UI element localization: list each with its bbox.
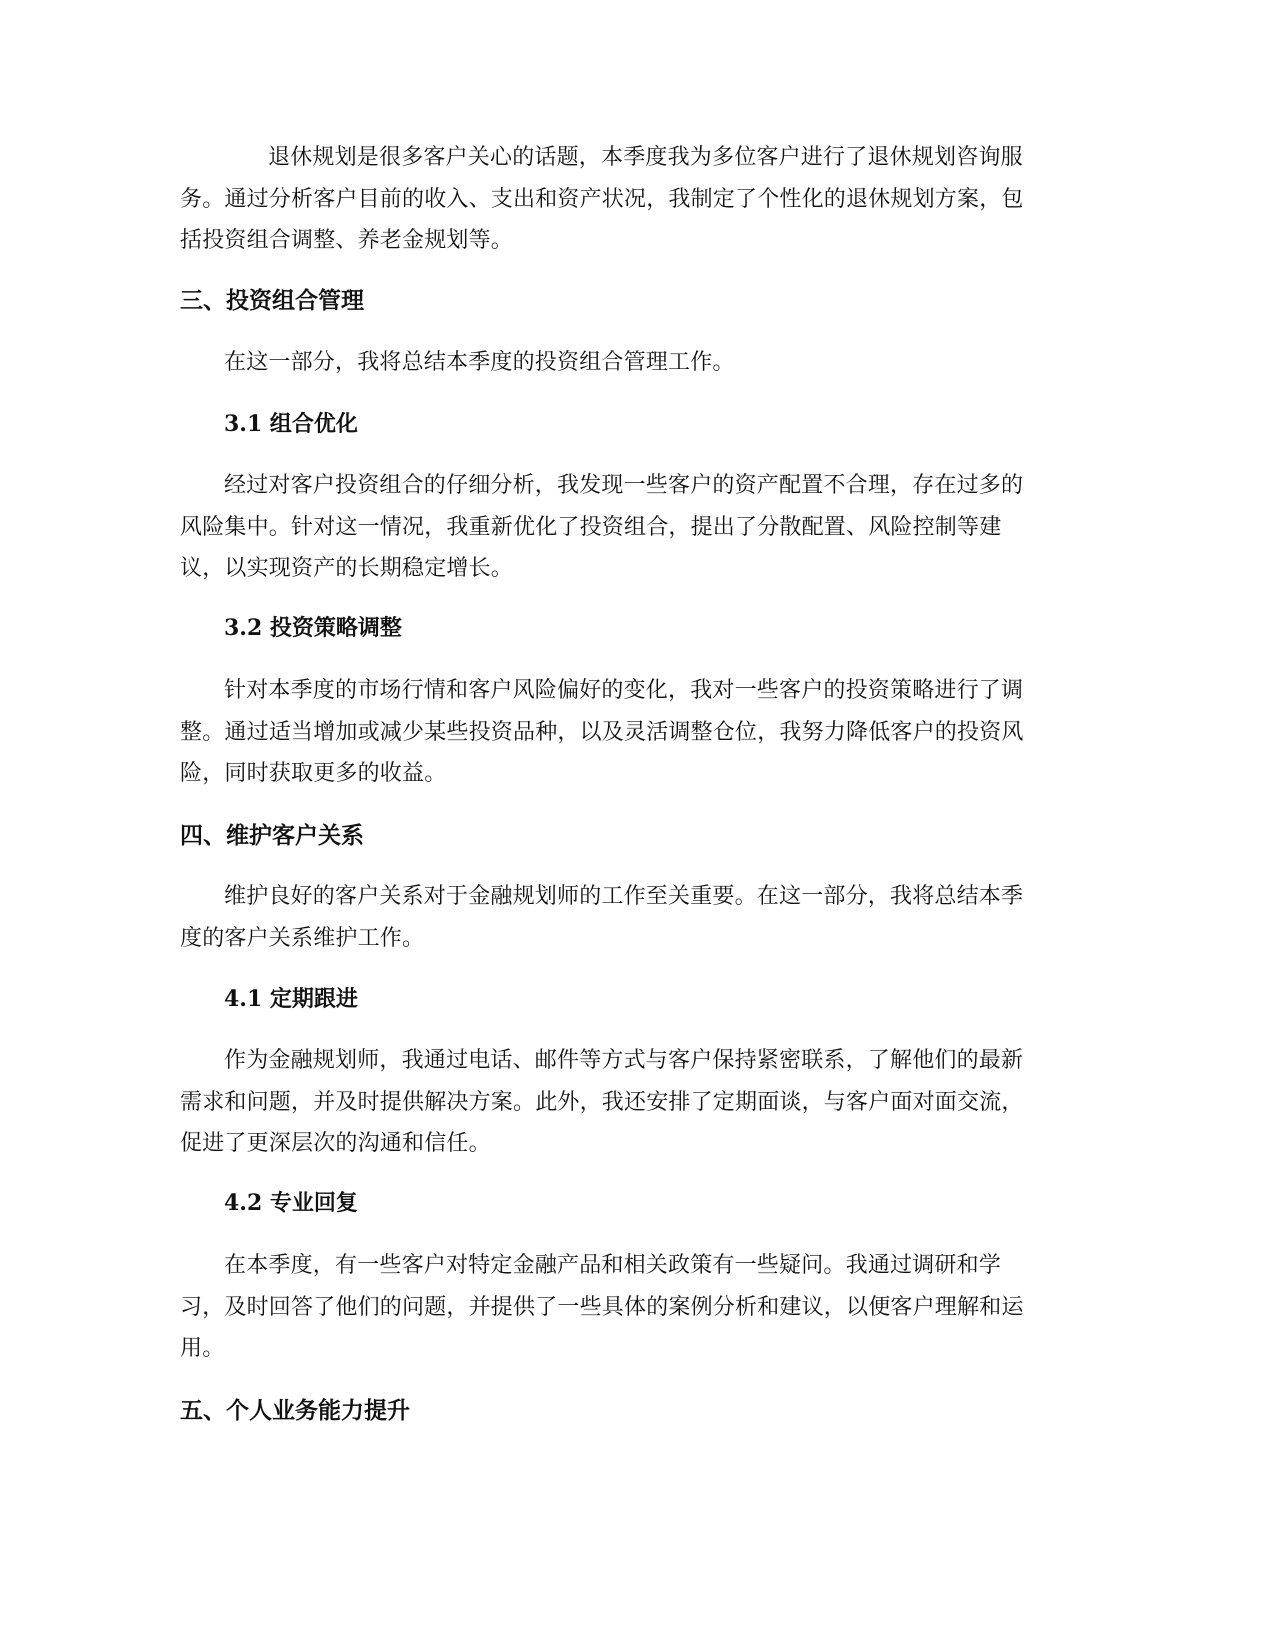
- paragraph-client-relations-intro: 维护良好的客户关系对于金融规划师的工作至关重要。在这一部分，我将总结本季度的客户关系维护工作。: [180, 884, 1024, 951]
- subheading-strategy-adjustment: 3.2 投资策略调整: [224, 615, 402, 641]
- subheading-portfolio-optimization: 3.1 组合优化: [224, 411, 358, 437]
- section-heading-skill-improvement: 五、个人业务能力提升: [180, 1398, 410, 1424]
- section-heading-portfolio-management: 三、投资组合管理: [180, 288, 364, 314]
- subheading-regular-followup: 4.1 定期跟进: [224, 986, 358, 1012]
- paragraph-regular-followup: 作为金融规划师，我通过电话、邮件等方式与客户保持紧密联系，了解他们的最新需求和问题，并及时提供解决方案。此外，我还安排了定期面谈，与客户面对面交流，促进了更深层次的沟通和信任。: [180, 1048, 1024, 1156]
- paragraph-portfolio-intro: 在这一部分，我将总结本季度的投资组合管理工作。: [224, 350, 735, 375]
- section-heading-client-relations: 四、维护客户关系: [180, 823, 364, 849]
- paragraph-professional-reply: 在本季度，有一些客户对特定金融产品和相关政策有一些疑问。我通过调研和学习，及时回答了他们的问题，并提供了一些具体的案例分析和建议，以便客户理解和运用。: [180, 1253, 1024, 1361]
- paragraph-retirement-planning: 退休规划是很多客户关心的话题，本季度我为多位客户进行了退休规划咨询服务。通过分析客户目前的收入、支出和资产状况，我制定了个性化的退休规划方案，包括投资组合调整、养老金规划等。: [180, 145, 1024, 253]
- paragraph-portfolio-optimization: 经过对客户投资组合的仔细分析，我发现一些客户的资产配置不合理，存在过多的风险集中。针对这一情况，我重新优化了投资组合，提出了分散配置、风险控制等建议，以实现资产的长期稳定增长。: [180, 473, 1024, 581]
- paragraph-strategy-adjustment: 针对本季度的市场行情和客户风险偏好的变化，我对一些客户的投资策略进行了调整。通过适当增加或减少某些投资品种，以及灵活调整仓位，我努力降低客户的投资风险，同时获取更多的收益。: [180, 678, 1024, 786]
- subheading-professional-reply: 4.2 专业回复: [224, 1190, 358, 1216]
